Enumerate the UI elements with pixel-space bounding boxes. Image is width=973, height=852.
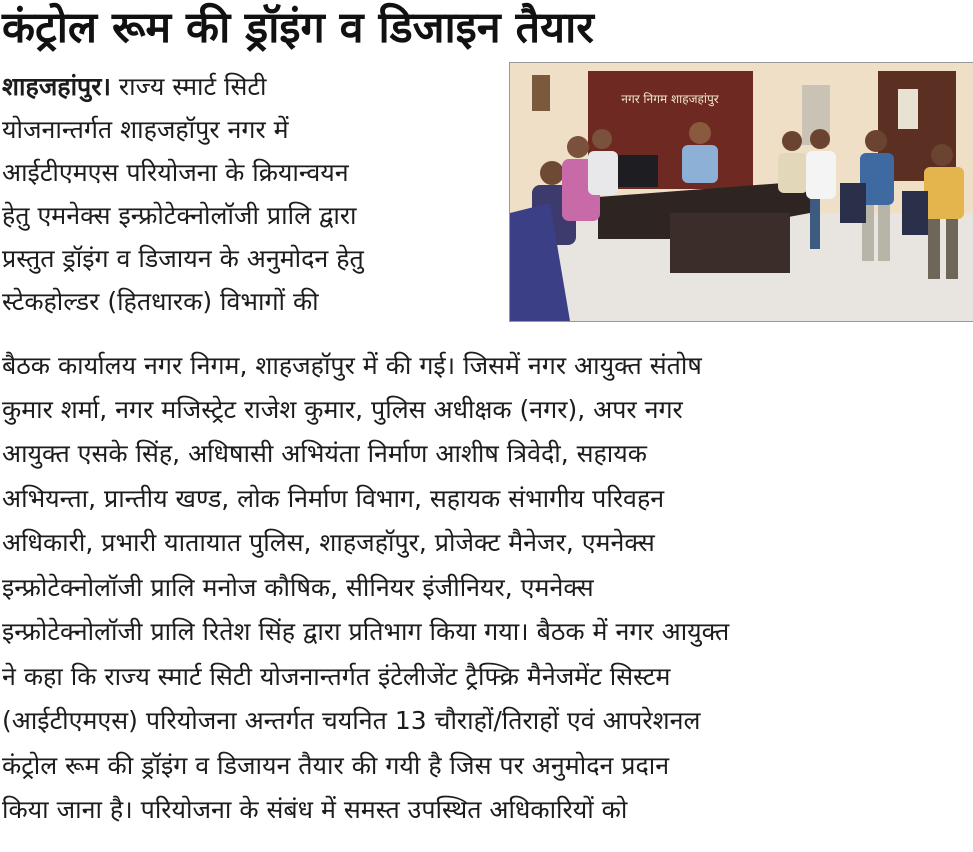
article-line: किया जाना है। परियोजना के संबंध में समस्त उपस्थित अधिकारियों को xyxy=(2,795,628,824)
article-line: ने कहा कि राज्य स्मार्ट सिटी योजनान्तर्गत इंटेलीजेंट ट्रैफ्क्रि मैनेजमेंट सिस्टम xyxy=(2,662,671,691)
article-lead-text: राज्य स्मार्ट सिटी xyxy=(110,72,267,101)
article-line: अधिकारी, प्रभारी यातायात पुलिस, शाहजहॉपुर, प्रोजेक्ट मैनेजर, एमनेक्स xyxy=(2,528,655,557)
article-line: बैठक कार्यालय नगर निगम, शाहजहॉपुर में की गई। जिसमें नगर आयुक्त संतोष xyxy=(2,351,702,380)
article-line: आईटीएमएस परियोजना के क्रियान्वयन xyxy=(2,158,349,187)
chair xyxy=(840,183,866,223)
article-line: हेतु एमनेक्स इन्फ्रोटेक्नोलॉजी प्रालि द्वारा xyxy=(2,201,357,230)
article-line: कुमार शर्मा, नगर मजिस्ट्रेट राजेश कुमार, पुलिस अधीक्षक (नगर), अपर नगर xyxy=(2,395,683,424)
article-line-1 xyxy=(2,65,267,109)
chair xyxy=(902,191,928,235)
article-line: आयुक्त एसके सिंह, अधिषासी अभियंता निर्माण आशीष त्रिवेदी, सहायक xyxy=(2,439,647,468)
meeting-photo-illustration xyxy=(510,63,973,321)
article-line: कंट्रोल रूम की ड्रॉइंग व डिजायन तैयार की गयी है जिस पर अनुमोदन प्रदान xyxy=(2,751,670,780)
dateline: शाहजहांपुर। xyxy=(2,72,111,101)
article-line: प्रस्तुत ड्रॉइंग व डिजायन के अनुमोदन हेतु xyxy=(2,244,364,273)
headline: कंट्रोल रूम की ड्रॉइंग व डिजाइन तैयार xyxy=(2,3,594,53)
article-line: अभियन्ता, प्रान्तीय खण्ड, लोक निर्माण विभाग, सहायक संभागीय परिवहन xyxy=(2,484,665,513)
desk-front xyxy=(670,213,790,273)
article-line: इन्फ्रोटेक्नोलॉजी प्रालि रितेश सिंह द्वारा प्रतिभाग किया गया। बैठक में नगर आयुक्त xyxy=(2,617,730,646)
article-line: इन्फ्रोटेक्नोलॉजी प्रालि मनोज कौषिक, सीनियर इंजीनियर, एमनेक्स xyxy=(2,573,594,602)
article-line: योजनान्तर्गत शाहजहॉपुर नगर में xyxy=(2,115,289,144)
cabinet-notice xyxy=(898,89,918,129)
article-line: (आईटीएमएस) परियोजना अन्तर्गत चयनित 13 चौराहों/तिराहों एवं आपरेशनल xyxy=(2,706,701,735)
article-line: स्टेकहोल्डर (हितधारक) विभागों की xyxy=(2,287,319,316)
sign-text: नगर निगम शाहजहांपुर xyxy=(621,92,719,106)
meeting-photo xyxy=(509,62,973,322)
wall-vent xyxy=(532,75,550,111)
